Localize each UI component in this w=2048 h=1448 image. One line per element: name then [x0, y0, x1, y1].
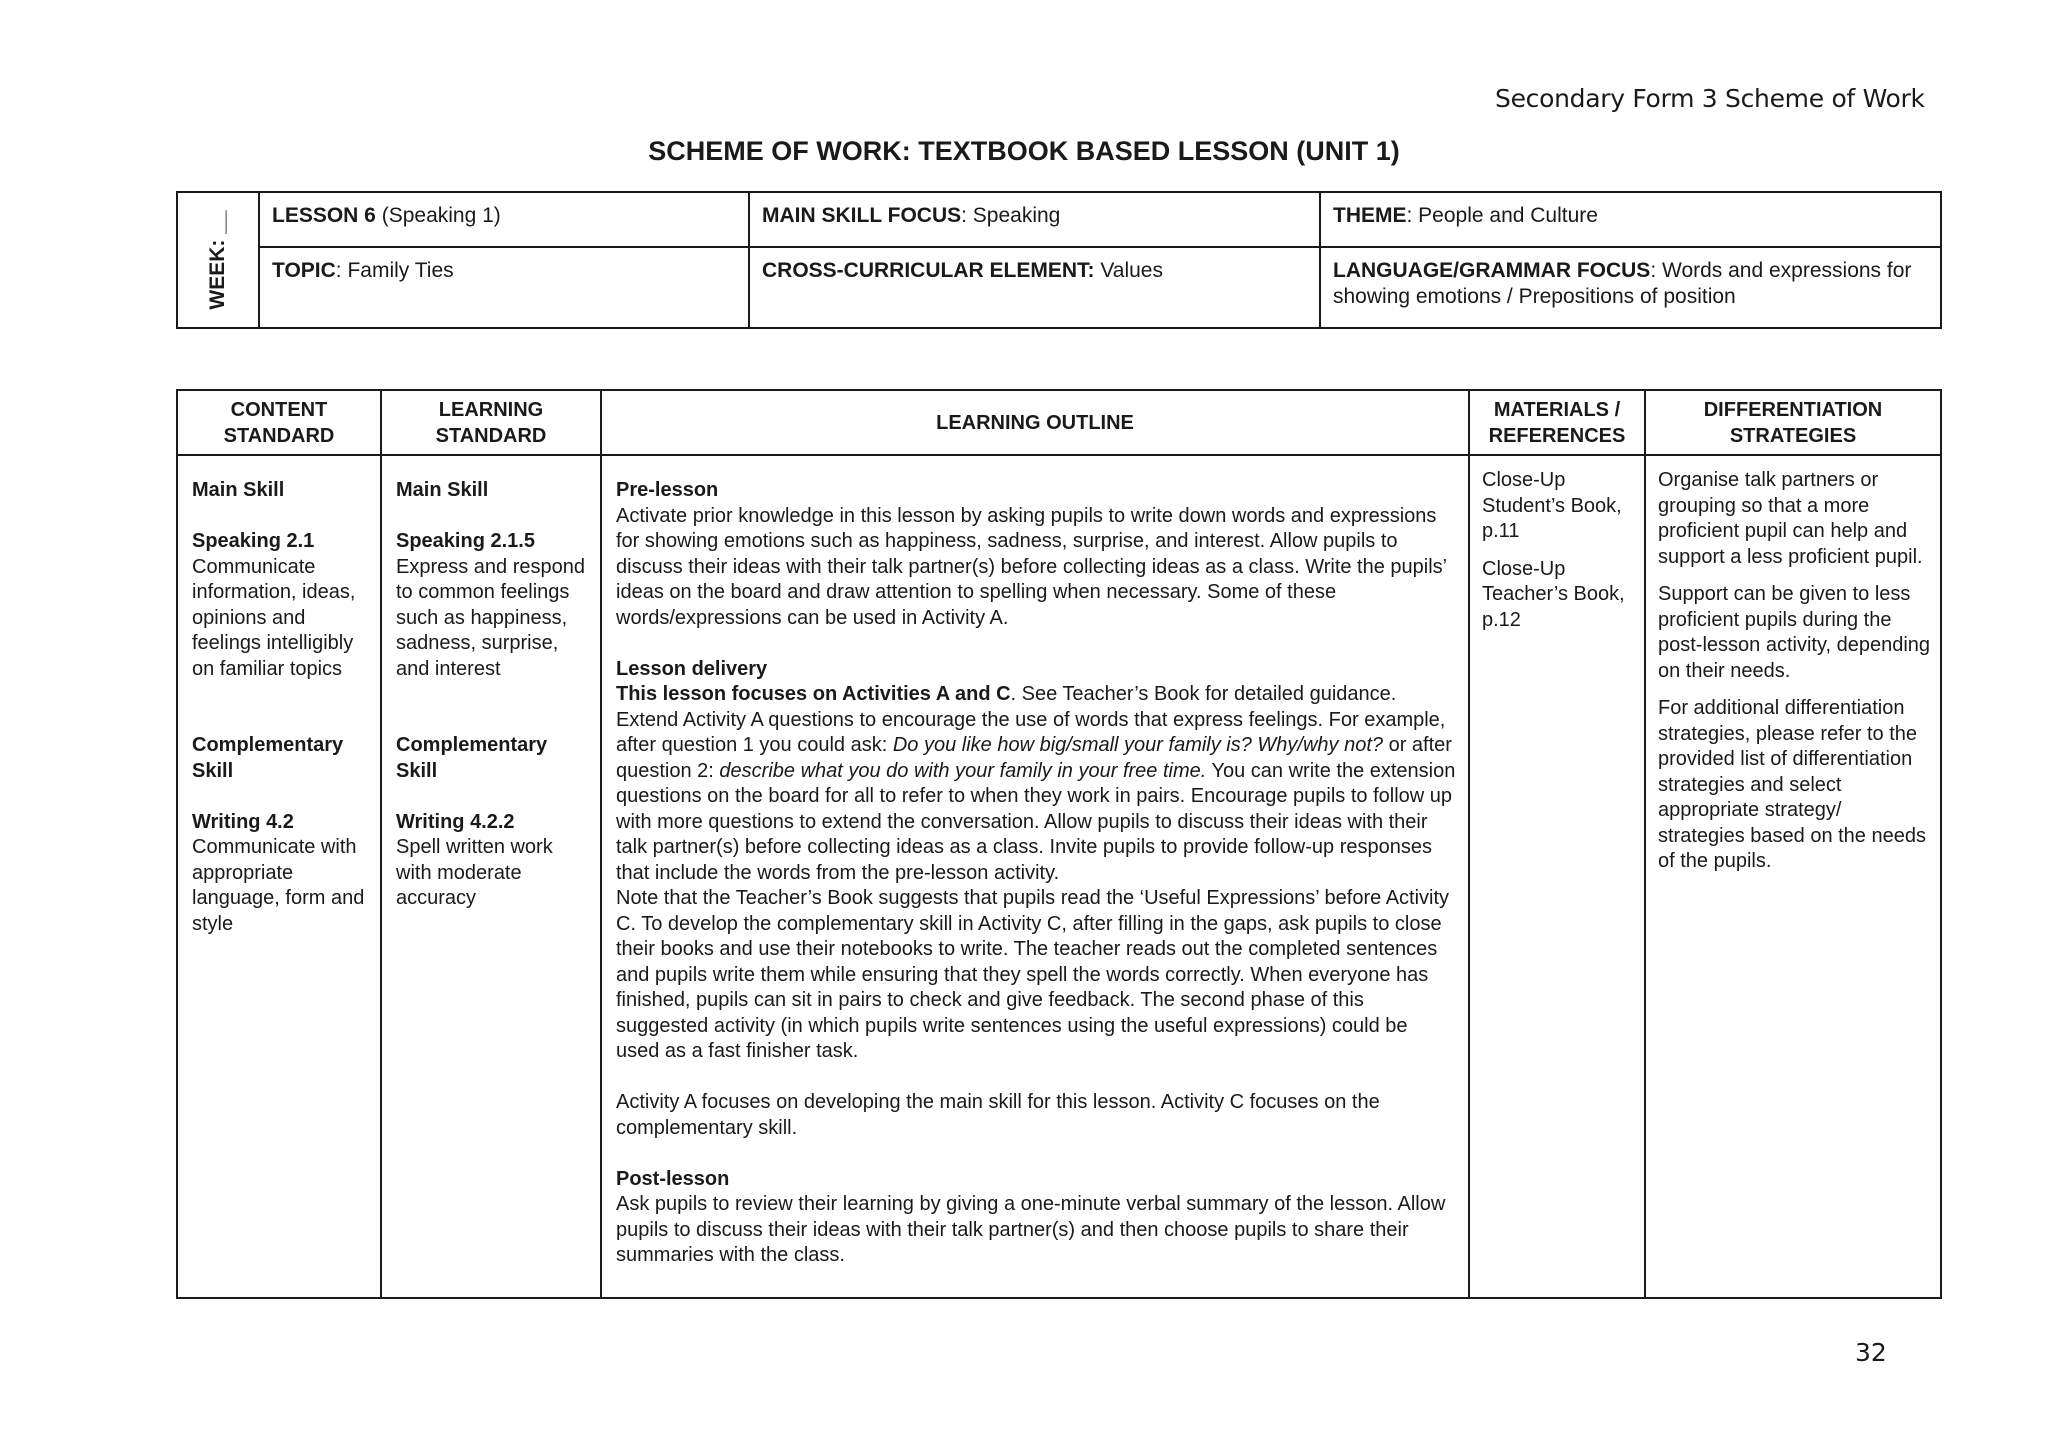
pre-lesson-text: Activate prior knowledge in this lesson by asking pupils to write down words and expressions for showing emotions such as happiness, sadness, surprise, and interest. Allow pupils to discuss their ideas with their talk partner(s) before collecting ideas as a class. Write the pupils’ ideas on the board and draw attention to spelling when necessary. Some of these words/expressions can be used in Activity A.	[616, 504, 1447, 629]
delivery-question-2: describe what you do with your family in your free time.	[719, 759, 1207, 782]
theme-value: : People and Culture	[1406, 204, 1598, 227]
cs-comp-heading: Complementary Skill	[192, 734, 344, 782]
strategy-talk-partners: Organise talk partners or grouping so that a more proficient pupil can help and support a less proficient pupil.	[1658, 469, 1923, 568]
lesson-label: LESSON 6	[272, 204, 376, 227]
ls-main-text: Express and respond to common feelings such as happiness, sadness, surprise, and interest	[396, 555, 586, 680]
differentiation-header: DIFFERENTIATION STRATEGIES	[1645, 390, 1941, 455]
cs-comp-code: Writing 4.2	[192, 810, 294, 833]
ls-comp-text: Spell written work with moderate accuracy	[396, 836, 553, 909]
main-skill-focus-cell	[749, 192, 1320, 247]
content-standard-header: CONTENT STANDARD	[177, 390, 381, 455]
language-focus-cell	[1320, 247, 1941, 328]
week-cell	[177, 192, 259, 328]
lesson-cell	[259, 192, 749, 247]
cs-main-code: Speaking 2.1	[192, 530, 315, 552]
page-number: 32	[1855, 1338, 1887, 1367]
delivery-focus-bold: This lesson focuses on Activities A and C	[616, 683, 1011, 705]
cs-main-skill-heading: Main Skill	[192, 479, 285, 501]
topic-cell	[259, 247, 749, 328]
lesson-delivery-text	[616, 682, 1456, 886]
lesson-delivery-heading: Lesson delivery	[616, 657, 768, 680]
lesson-value: (Speaking 1)	[375, 204, 501, 227]
lesson-info-table	[176, 191, 1942, 329]
cs-main-text: Communicate information, ideas, opinions and feelings intelligibly on familiar topics	[192, 555, 356, 680]
cross-curricular-label: CROSS-CURRICULAR ELEMENT:	[762, 259, 1095, 282]
reference-students-book: Close-Up Student’s Book, p.11	[1482, 469, 1622, 542]
scheme-table	[176, 389, 1942, 1299]
cs-comp-text: Communicate with appropriate language, form and style	[192, 836, 365, 935]
theme-label: THEME	[1333, 204, 1407, 227]
theme-cell	[1320, 192, 1941, 247]
post-lesson-text: Ask pupils to review their learning by giving a one-minute verbal summary of the lesson. Allow pupils to discuss their ideas with their talk partner(s) and then choose pupils to share their summaries with the class.	[616, 1193, 1446, 1266]
ls-main-skill-heading: Main Skill	[396, 479, 489, 501]
delivery-question-1: Do you like how big/small your family is? Why/why not?	[892, 734, 1384, 756]
teachers-book-note: Note that the Teacher’s Book suggests that pupils read the ‘Useful Expressions’ before Activity C. To develop the complementary skill in Activity C, after filling in the gaps, ask pupils to close their books and use their notebooks to write. The teacher reads out the completed sentences and pupils write them while ensuring that they spell the words correctly. When everyone has finished, pupils can sit in pairs to check and give feedback. The second phase of this suggested activity (in which pupils write sentences using the useful expressions) could be used as a fast finisher task.	[616, 887, 1450, 1062]
language-focus-label: LANGUAGE/GRAMMAR FOCUS	[1333, 259, 1651, 282]
delivery-text-2: or after question 2:	[616, 734, 1452, 782]
cross-curricular-cell	[749, 247, 1320, 328]
topic-value: : Family Ties	[335, 259, 454, 282]
page-title: SCHEME OF WORK: TEXTBOOK BASED LESSON (UNIT 1)	[648, 136, 1400, 166]
ls-comp-heading: Complementary Skill	[396, 734, 548, 782]
learning-outline-cell	[601, 455, 1469, 1298]
learning-standard-header: LEARNING STANDARD	[381, 390, 601, 455]
week-label: WEEK: __	[206, 210, 229, 310]
reference-teachers-book: Close-Up Teacher’s Book, p.12	[1482, 557, 1625, 631]
ls-main-code: Speaking 2.1.5	[396, 530, 535, 552]
learning-standard-cell	[381, 455, 601, 1298]
running-header: Secondary Form 3 Scheme of Work	[1495, 84, 1925, 113]
delivery-text-1: . See Teacher’s Book for detailed guidance. Extend Activity A questions to encourage the use of words that express feelings. For example, after question 1 you could ask:	[616, 683, 1446, 756]
learning-outline-header: LEARNING OUTLINE	[601, 390, 1469, 455]
language-focus-value: : Words and expressions for showing emotions / Prepositions of position	[1333, 259, 1912, 308]
topic-label: TOPIC	[272, 259, 336, 282]
pre-lesson-heading: Pre-lesson	[616, 479, 719, 501]
activity-focus-text: Activity A focuses on developing the main skill for this lesson. Activity C focuses on the complementary skill.	[616, 1091, 1380, 1139]
strategy-additional: For additional differentiation strategies, please refer to the provided list of differentiation strategies and select appropriate strategy/ strategies based on the needs of the pupils.	[1658, 697, 1926, 872]
strategy-support: Support can be given to less proficient pupils during the post-lesson activity, depending on their needs.	[1658, 583, 1931, 682]
post-lesson-heading: Post-lesson	[616, 1167, 730, 1190]
main-skill-focus-label: MAIN SKILL FOCUS	[762, 204, 962, 227]
materials-header: MATERIALS / REFERENCES	[1469, 390, 1645, 455]
materials-cell	[1469, 455, 1645, 1298]
content-standard-cell	[177, 455, 381, 1298]
differentiation-cell	[1645, 455, 1941, 1298]
cross-curricular-value: Values	[1094, 259, 1163, 282]
ls-comp-code: Writing 4.2.2	[396, 810, 515, 833]
main-skill-focus-value: : Speaking	[961, 204, 1061, 227]
delivery-text-3: You can write the extension questions on the board for all to refer to when they work in pairs. Encourage pupils to follow up with more questions to extend the conversation. Allow pupils to discuss their ideas with their talk partner(s) before collecting ideas as a class. Invite pupils to provide follow-up responses that include the words from the pre-lesson activity.	[616, 759, 1456, 884]
